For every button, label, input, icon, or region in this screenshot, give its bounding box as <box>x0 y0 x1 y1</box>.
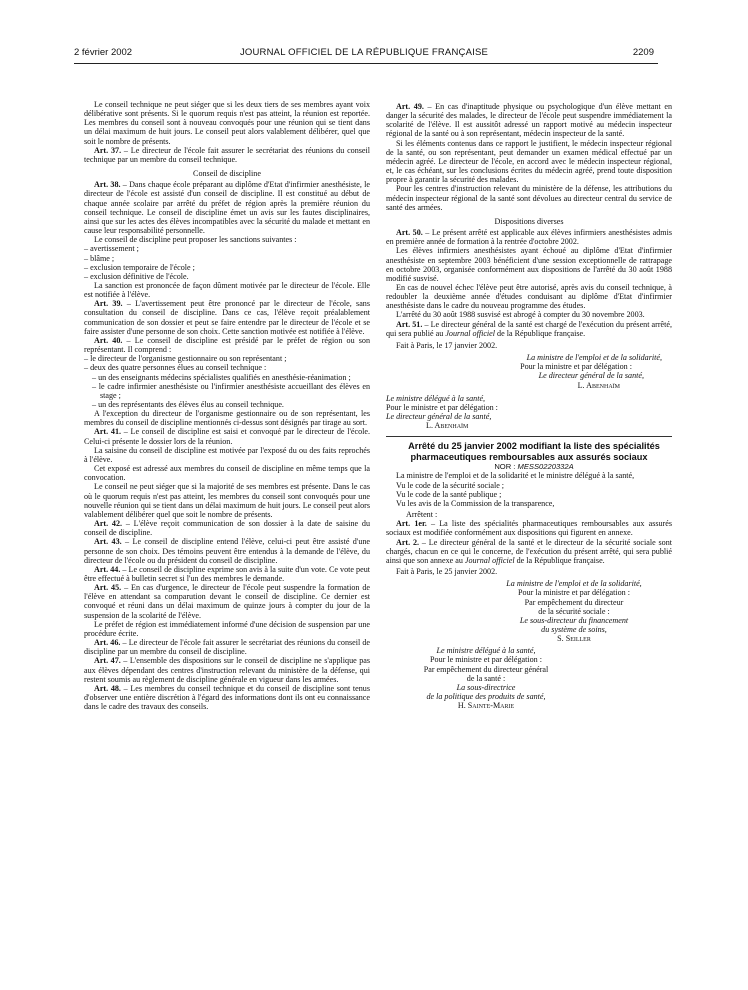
sub-list-item: – un des enseignants médecins spécialistes qualifiés en anesthésie-réanimation ; <box>92 372 351 382</box>
signature-block-3: La ministre de l'emploi et de la solidarité, Pour la ministre et par délégation : Par empêchement du directeur de la sécurité sociale : Le sous-directeur du financement du système de soins, S. Seiller <box>506 579 642 644</box>
paragraph: Le conseil de discipline peut proposer les sanctions suivantes : <box>94 235 297 245</box>
list-item: – blâme ; <box>84 253 115 263</box>
paragraph: La ministre de l'emploi et de la solidarité et le ministre délégué à la santé, <box>396 471 635 481</box>
article-40: Art. 40. – Le conseil de discipline est présidé par le préfet de région ou son représentant. Il comprend : <box>84 335 371 355</box>
article-38: Art. 38. – Dans chaque école préparant au diplôme d'Etat d'infirmier anesthésiste, le directeur de l'école est assisté d'un conseil de discipline. Il est constitué au début de chaque année scolaire par arrêté du préfet de région après la première réunion du conseil technique. Le conseil de discipline émet un avis sur les fautes disciplinaires, ainsi que sur les actes des élèves incompatibles avec la sécurité du malade et mettant en cause leur responsabilité personnelle. <box>84 180 370 236</box>
paragraph: En cas de nouvel échec l'élève peut être autorisé, après avis du conseil technique, à redoubler la deuxième année d'études conduisant au diplôme d'Etat d'infirmier anesthésiste dans le cadre du nouveau programme des études. <box>386 282 672 311</box>
list-item: – avertissement ; <box>84 244 139 254</box>
list-item: – exclusion temporaire de l'école ; <box>84 262 195 272</box>
signature-block-1: La ministre de l'emploi et de la solidarité, Pour la ministre et par délégation : Le directeur général de la santé, L. Abenhaïm <box>520 353 662 390</box>
article-2: Art. 2. – Le directeur général de la santé et le directeur de la sécurité sociale sont chargés, chacun en ce qui le concerne, de l'exécution du présent arrêté, qui sera publié ainsi que son annexe au Journal officiel de la République française. <box>386 537 673 565</box>
paragraph: Les élèves infirmiers anesthésistes ayant échoué au diplôme d'Etat d'infirmier anesthésiste en septembre 2003 bénéficient d'une session exceptionnelle de rattrapage en octobre 2003, organisée conformément aux dispositions de l'arrêté du 30 août 1988 modifié susvisé. <box>386 246 672 283</box>
right-column <box>386 102 672 710</box>
article-45: Art. 45. – En cas d'urgence, le directeur de l'école peut suspendre la formation de l'élève en attendant sa comparution devant le conseil de discipline. Ce dernier est convoqué et réuni dans un délai maximum de quinze jours à compter du jour de la suspension de la scolarité de l'élève. <box>84 583 371 620</box>
paragraph: Le conseil technique ne peut siéger que si les deux tiers de ses membres ayant voix délibérative sont présents. Si le quorum requis n'est pas atteint, la réunion est reportée. Les membres du conseil sont à nouveau convoqués pour une réunion qui se tient dans un délai maximum de huit jours. Le conseil peut alors valablement délibérer, quel que soit le nombre de présents. <box>84 100 370 146</box>
header-page-number: 2209 <box>632 47 654 58</box>
section-heading-discipline: Conseil de discipline <box>193 169 261 179</box>
article-51: Art. 51. – Le directeur général de la santé est chargé de l'exécution du présent arrêté, qui sera publié au Journal officiel de la République française. <box>386 319 672 338</box>
header-rule <box>74 63 658 64</box>
article-1: Art. 1er. – La liste des spécialités pharmaceutiques remboursables aux assurés sociaux est modifiée conformément aux dispositions qui figurent en annexe. <box>386 519 672 538</box>
sub-list-item: – le cadre infirmier anesthésiste ou l'infirmier anesthésiste accueillant des élèves en stage ; <box>92 381 370 400</box>
paragraph: La saisine du conseil de discipline est motivée par l'exposé du ou des faits reprochés à l'élève. <box>84 445 370 464</box>
list-item: – deux des quatre personnes élues au conseil technique : <box>84 363 267 373</box>
signature-block-4: Le ministre délégué à la santé, Pour le ministre et par délégation : Par empêchement du directeur général de la santé : La sous-directrice de la politique des produits de santé, H. Sainte-Marie <box>423 646 549 711</box>
list-item: – exclusion définitive de l'école. <box>84 271 189 281</box>
article-47: Art. 47. – L'ensemble des dispositions sur le conseil de discipline ne s'applique pas aux élèves dépendant des centres d'instruction relevant du ministère de la défense, qui restent soumis au règlement de discipline générale en vigueur dans les armées. <box>84 656 371 684</box>
paragraph: Vu le code de la santé publique ; <box>396 489 502 499</box>
paragraph: Vu les avis de la Commission de la transparence, <box>396 498 555 508</box>
left-column <box>84 100 370 711</box>
signature-block-2: Le ministre délégué à la santé, Pour le ministre et par délégation : Le directeur général de la santé, L. Abenhaïm <box>386 393 498 431</box>
article-50: Art. 50. – Le présent arrêté est applicable aux élèves infirmiers anesthésistes admis en première année de formation à la rentrée d'octobre 2002. <box>386 228 672 247</box>
article-42: Art. 42. – L'élève reçoit communication de son dossier à la date de saisine du conseil de discipline. <box>84 519 371 538</box>
article-39: Art. 39. – L'avertissement peut être prononcé par le directeur de l'école, sans consultation du conseil de discipline. Dans ce cas, l'élève reçoit préalablement communication de son dossier et peut se faire entendre par le directeur de l'école et se faire assister d'une personne de son choix. Cette sanction motivée est notifiée à l'élève. <box>84 299 370 336</box>
paragraph: Si les éléments contenus dans ce rapport le justifient, le médecin inspecteur régional de la santé, ou son représentant, peut demander un examen médical effectué par un médecin agréé. Le directeur de l'école, en accord avec le médecin inspecteur régional, et, le cas échéant, sur les conclusions écrites du médecin agréé, prend toute disposition propre à garantir la sécurité des malades. <box>386 138 672 185</box>
paragraph: Pour les centres d'instruction relevant du ministère de la défense, les attributions du médecin inspecteur régional de la santé sont dévolues au directeur central du service de santé des armées. <box>386 184 672 212</box>
paragraph: La sanction est prononcée de façon dûment motivée par le directeur de l'école. Elle est notifiée à l'élève. <box>84 280 370 300</box>
sub-list-item: – un des représentants des élèves élus au conseil technique. <box>92 400 284 409</box>
paragraph: L'arrêté du 30 août 1988 susvisé est abrogé à compter du 30 novembre 2003. <box>396 310 645 320</box>
header-date: 2 février 2002 <box>74 47 133 58</box>
paragraph: Le conseil ne peut siéger que si la majorité de ses membres est présente. Dans le cas où le quorum requis n'est pas atteint, les membres du conseil sont convoqués pour une nouvelle réunion qui se tient dans un délai maximum de huit jours. Le conseil peut alors valablement délibérer quel que soit le nombre de présents. <box>84 482 370 519</box>
date-line: Fait à Paris, le 25 janvier 2002. <box>396 567 498 577</box>
paragraph: Le préfet de région est immédiatement informé d'une décision de suspension par une procédure écrite. <box>84 619 370 638</box>
page-header <box>74 47 654 61</box>
article-41: Art. 41. – Le conseil de discipline est saisi et convoqué par le directeur de l'école. Celui-ci présente le dossier lors de la réunion. <box>84 427 371 446</box>
arretent-label: Arrêtent : <box>406 510 438 520</box>
article-37: Art. 37. – Le directeur de l'école fait assurer le secrétariat des réunions du conseil technique par un membre du conseil technique. <box>84 145 370 164</box>
section-separator <box>386 436 672 437</box>
header-journal-title: JOURNAL OFFICIEL DE LA RÉPUBLIQUE FRANÇAISE <box>239 47 489 58</box>
article-44: Art. 44. – Le conseil de discipline exprime son avis à la suite d'un vote. Ce vote peut être effectué à bulletin secret si l'un des membres le demande. <box>84 564 370 583</box>
paragraph: A l'exception du directeur de l'organisme gestionnaire ou de son représentant, les membres du conseil de discipline mentionnés ci-dessus sont désignés par tirage au sort. <box>84 409 370 428</box>
article-43: Art. 43. – Le conseil de discipline entend l'élève, celui-ci peut être assisté d'une personne de son choix. Des témoins peuvent être entendus à la demande de l'élève, du directeur de l'école ou du président du conseil de discipline. <box>84 537 370 565</box>
arrete-title: Arrêté du 25 janvier 2002 modifiant la liste des spécialités pharmaceutiques remboursables aux assurés sociaux <box>408 441 660 462</box>
section-heading-dispositions: Dispositions diverses <box>494 216 564 226</box>
paragraph: Vu le code de la sécurité sociale ; <box>396 480 505 490</box>
list-item: – le directeur de l'organisme gestionnaire ou son représentant ; <box>84 354 287 364</box>
nor-reference: NOR : MESS0220332A <box>494 462 574 472</box>
article-49: Art. 49. – En cas d'inaptitude physique ou psychologique d'un élève mettant en danger la sécurité des malades, le directeur de l'école peut suspendre immédiatement la scolarité de l'élève. Il est aussitôt adressé un rapport motivé au médecin inspecteur régional de la santé ou à son représentant, médecin inspecteur de la santé. <box>386 102 672 139</box>
article-46: Art. 46. – Le directeur de l'école fait assurer le secrétariat des réunions du conseil de discipline par un membre du conseil de discipline. <box>84 638 370 657</box>
article-48: Art. 48. – Les membres du conseil technique et du conseil de discipline sont tenus d'observer une entière discrétion à l'égard des informations dont ils ont eu connaissance dans le cadre des travaux des conseils. <box>84 683 370 712</box>
paragraph: Cet exposé est adressé aux membres du conseil de discipline en même temps que la convocation. <box>84 464 370 483</box>
date-line: Fait à Paris, le 17 janvier 2002. <box>396 340 498 350</box>
